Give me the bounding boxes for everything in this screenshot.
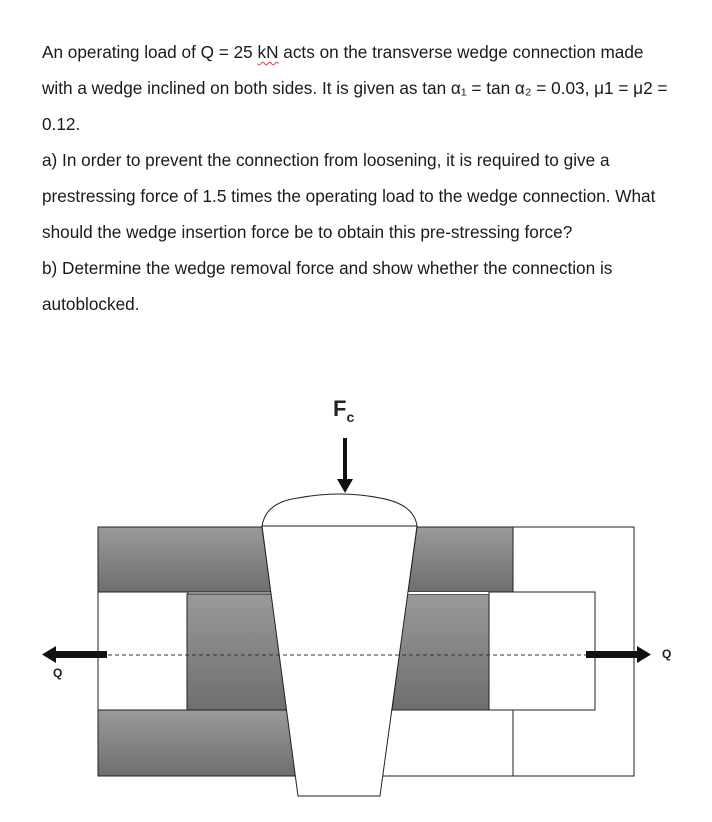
intro-text-end: acts on the transverse wedge connection made with a wedge inclined on both sides. It is given as tan α₁ = tan α₂ = 0.03, μ1 = μ2 = 0.12. [42,42,668,134]
right-upper-block [408,527,513,592]
insertion-force-arrow [337,438,353,493]
wedge-diagram [0,380,712,810]
left-load-arrow [42,646,107,663]
force-label: $F_c$ [333,396,355,425]
left-upper-block [98,527,271,592]
left-load-label: Q [53,666,63,680]
right-load-label: Q [662,647,672,661]
part-a: a) In order to prevent the connection from loosening, it is required to give a prestressing force of 1.5 times the operating load to the wedge connection. What should the wedge insertion force be to obtain this pre-stressing force? [42,150,656,242]
left-middle-section [98,592,188,710]
part-b: b) Determine the wedge removal force and show whether the connection is autoblocked. [42,258,613,314]
wedge-connection-figure [0,380,712,810]
unit-kn: kN [257,42,279,62]
intro-text-start: An operating load of Q = 25 [42,42,258,62]
inner-rod-right [392,594,489,710]
problem-intro [42,34,672,142]
problem-statement [42,34,672,322]
inner-rod-left [187,594,287,710]
left-lower-block [98,710,298,776]
